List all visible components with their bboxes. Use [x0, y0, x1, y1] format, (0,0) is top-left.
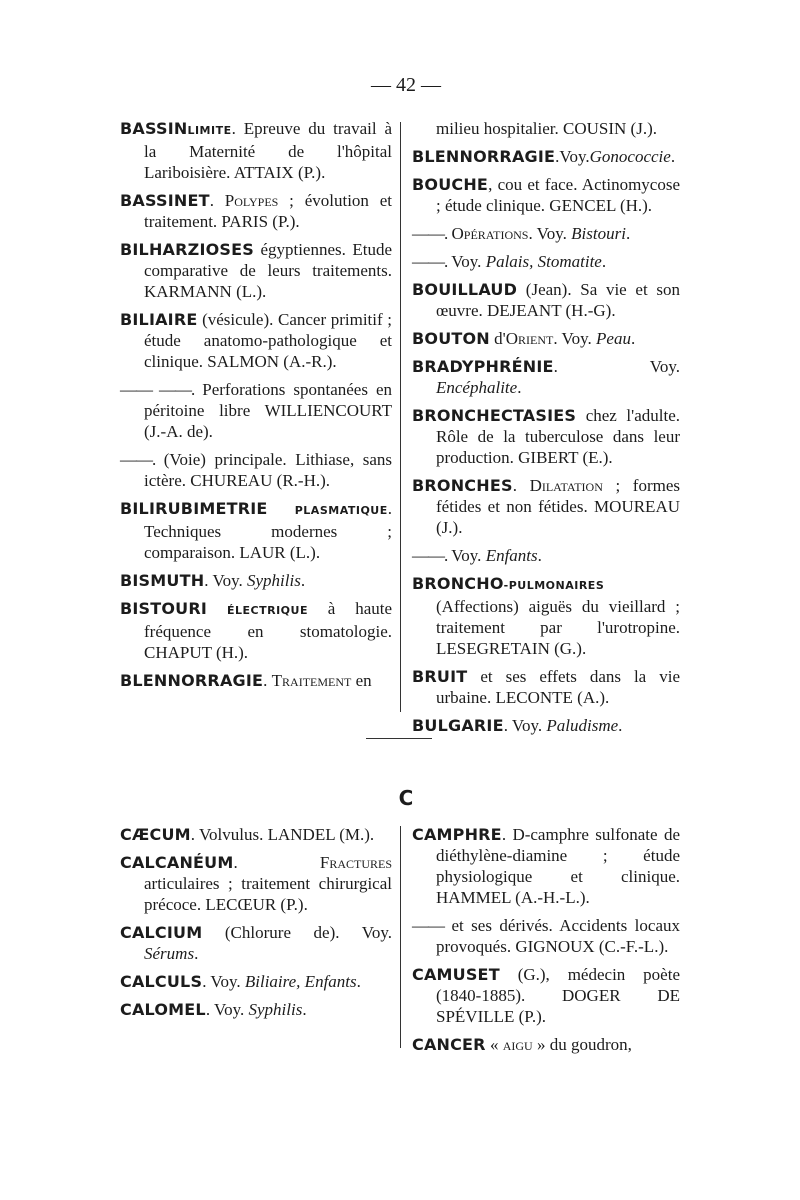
entry-headword: BLENNORRAGIE [120, 671, 264, 690]
entry-text: . D-camphre sulfonate de diéthylène-diamine ; étude physiologique et clinique. HAMMEL (A.-H.-L.). [436, 825, 680, 907]
entry-headword: BILHARZIOSES [120, 240, 254, 259]
index-entry [120, 824, 392, 845]
index-entry [120, 922, 392, 964]
entry-prefix: d' [489, 329, 506, 348]
entry-text: . Voy. [204, 571, 247, 590]
entry-smallcaps: aigu [502, 1035, 533, 1054]
index-entry [412, 475, 680, 538]
index-entry [120, 598, 392, 663]
index-entry [412, 174, 680, 216]
entry-headword: BOUILLAUD [412, 280, 518, 299]
entry-headword: BRONCHO [412, 574, 504, 593]
entry-text: (G.), médecin poète (1840-1885). DOGER DE SPÉVILLE (P.). [436, 965, 680, 1026]
entry-text: . Techniques modernes ; comparaison. LAUR (L.). [144, 499, 392, 562]
entry-crossref: Biliaire, Enfants [244, 972, 357, 991]
index-entry [412, 118, 680, 139]
entry-tail: . [194, 944, 199, 963]
entry-text: Voy. [447, 252, 486, 271]
entry-headword-qualifier: -PULMONAIRES [503, 579, 605, 592]
entry-crossref: Gonococcie [589, 147, 671, 166]
index-entry [412, 715, 680, 736]
entry-crossref: Paludisme [546, 716, 619, 735]
entry-dash: —— ——. [120, 380, 195, 399]
entry-prefix: . [209, 191, 225, 210]
entry-text: et ses effets dans la vie urbaine. LECONTE (A.). [436, 667, 680, 707]
entry-headword: CALOMEL [120, 1000, 206, 1019]
entry-headword: CALCULS [120, 972, 203, 991]
entry-text: . Voy. [553, 357, 680, 376]
index-entry [120, 670, 392, 691]
index-entry [412, 328, 680, 349]
entry-text: Voy. [447, 546, 486, 565]
entry-text: chez l'adulte. Rôle de la tuberculose dans leur production. GIBERT (E.). [436, 406, 680, 467]
entry-text: ; évolution et traitement. PARIS (P.). [144, 191, 392, 231]
index-entry [120, 190, 392, 232]
entry-dash: —— [412, 916, 444, 935]
entry-crossref: Enfants [485, 546, 538, 565]
entry-headword: BASSINET [120, 191, 210, 210]
entry-tail: . [601, 252, 607, 271]
entry-text: (Chlorure de). Voy. [202, 923, 392, 942]
entry-text: . Voy. [503, 716, 547, 735]
entry-smallcaps: Opérations [451, 224, 529, 243]
entry-headword: BOUTON [412, 329, 490, 348]
entry-smallcaps: Dilatation [529, 476, 603, 495]
index-entry [120, 999, 392, 1020]
entry-tail: . [537, 546, 542, 565]
entry-headword: BRADYPHRÉNIE [412, 357, 554, 376]
index-entry [120, 309, 392, 372]
index-entry [120, 449, 392, 491]
entry-text: » du goudron, [532, 1035, 632, 1054]
page-number: — 42 — [371, 74, 441, 96]
index-entry [412, 915, 680, 957]
index-entry [120, 570, 392, 591]
entry-tail: . [618, 716, 623, 735]
entry-crossref: Peau [596, 329, 631, 348]
index-entry [412, 1034, 680, 1055]
index-entry [412, 356, 680, 398]
index-entry [412, 666, 680, 708]
column-divider-c [400, 826, 401, 1048]
entry-headword: CALCIUM [120, 923, 203, 942]
entry-headword: BOUCHE [412, 175, 489, 194]
entry-tail: . [300, 571, 306, 590]
entry-prefix: « [485, 1035, 503, 1054]
index-entry [412, 223, 680, 244]
entry-text: en [351, 671, 372, 690]
index-entry [412, 545, 680, 566]
entry-text: .Voy. [555, 147, 590, 166]
entry-crossref: Sérums [144, 944, 195, 963]
index-entry [120, 852, 392, 915]
entry-crossref: Bistouri [571, 224, 626, 243]
entry-tail: . [670, 147, 676, 166]
index-entry [120, 118, 392, 183]
entry-text: ; formes fétides et non fétides. MOUREAU (J.). [436, 476, 681, 537]
entry-headword-qualifier: PLASMATIQUE [267, 504, 388, 517]
entry-headword: BRUIT [412, 667, 468, 686]
entry-headword: BULGARIE [412, 716, 504, 735]
entry-dash: ——. [120, 450, 156, 469]
entry-tail: . [356, 972, 361, 991]
index-entry [412, 573, 680, 659]
entry-smallcaps: Orient [505, 329, 554, 348]
index-entry [412, 824, 680, 908]
entry-smallcaps: Fractures [319, 853, 392, 872]
entry-headword: CANCER [412, 1035, 486, 1054]
entry-text: (vésicule). Cancer primitif ; étude anatomo-pathologique et clinique. SALMON (A.-R.). [144, 310, 392, 371]
left-column-c [120, 824, 392, 1027]
entry-headword: BLENNORRAGIE [412, 147, 556, 166]
entry-text: . Voy. [528, 224, 572, 243]
index-entry [412, 251, 680, 272]
entry-dash: ——. [412, 224, 448, 243]
entry-tail: . [302, 1000, 307, 1019]
entry-headword: BILIAIRE [120, 310, 198, 329]
entry-text: et ses dérivés. Accidents locaux provoqués. GIGNOUX (C.-F.-L.). [436, 916, 680, 956]
entry-headword: BISTOURI [120, 599, 208, 618]
entry-text: égyptiennes. Etude comparative de leurs traitements. KARMANN (L.). [144, 240, 392, 301]
section-separator [366, 738, 432, 739]
entry-prefix: . [263, 671, 272, 690]
entry-headword: CÆCUM [120, 825, 191, 844]
entry-crossref: Syphilis [248, 1000, 303, 1019]
entry-headword: BILIRUBIMETRIE [120, 499, 268, 518]
entry-tail: . [630, 329, 636, 348]
index-entry [412, 405, 680, 468]
entry-text: , cou et face. Actinomycose ; étude clinique. GENCEL (H.). [436, 175, 680, 215]
entry-headword: BRONCHECTASIES [412, 406, 577, 425]
entry-headword: BASSIN [120, 119, 188, 138]
column-divider-top [400, 122, 401, 712]
entry-text: (Affections) aiguës du vieillard ; traitement par l'urotropine. LESEGRETAIN (G.). [436, 597, 680, 658]
entry-text: . Epreuve du travail à la Maternité de l'hôpital Lariboisière. ATTAIX (P.). [144, 119, 392, 182]
right-column-c [412, 824, 680, 1062]
index-entry [120, 239, 392, 302]
entry-crossref: Syphilis [246, 571, 301, 590]
entry-text: milieu hospitalier. COUSIN (J.). [436, 119, 657, 138]
entry-text: à haute fréquence en stomatologie. CHAPUT (H.). [144, 599, 393, 662]
entry-text: (Voie) principale. Lithiase, sans ictère. CHUREAU (R.-H.). [144, 450, 392, 490]
entry-smallcaps: Traitement [271, 671, 352, 690]
entry-crossref: Encéphalite [436, 378, 518, 397]
index-entry [412, 964, 680, 1027]
index-entry [412, 146, 680, 167]
entry-text: (Jean). Sa vie et son œuvre. DEJEANT (H.-G). [436, 280, 680, 320]
entry-headword: CAMPHRE [412, 825, 502, 844]
index-entry [412, 279, 680, 321]
entry-text: articulaires ; traitement chirurgical précoce. LECŒUR (P.). [144, 874, 392, 914]
entry-headword: BISMUTH [120, 571, 205, 590]
left-column-top [120, 118, 392, 698]
entry-headword-qualifier: ÉLECTRIQUE [207, 604, 308, 617]
index-entry [120, 971, 392, 992]
entry-headword-qualifier: LIMITE [187, 124, 232, 137]
entry-dash: ——. [412, 546, 448, 565]
entry-dash: ——. [412, 252, 448, 271]
entry-headword: CALCANÉUM [120, 853, 234, 872]
entry-text: . Voy. [205, 1000, 249, 1019]
entry-prefix: . [233, 853, 320, 872]
entry-headword: BRONCHES [412, 476, 513, 495]
entry-text: . Volvulus. LANDEL (M.). [190, 825, 375, 844]
entry-crossref: Palais, Stomatite [485, 252, 602, 271]
index-entry [120, 379, 392, 442]
entry-text: . Voy. [202, 972, 245, 991]
index-entry [120, 498, 392, 563]
entry-tail: . [517, 378, 522, 397]
entry-smallcaps: Polypes [224, 191, 279, 210]
entry-headword: CAMUSET [412, 965, 500, 984]
entry-tail: . [625, 224, 631, 243]
right-column-top [412, 118, 680, 743]
entry-prefix: . [512, 476, 530, 495]
entry-text: . Voy. [553, 329, 597, 348]
entry-text: Perforations spontanées en péritoine libre WILLIENCOURT (J.-A. de). [144, 380, 393, 441]
section-letter: C [398, 786, 414, 810]
